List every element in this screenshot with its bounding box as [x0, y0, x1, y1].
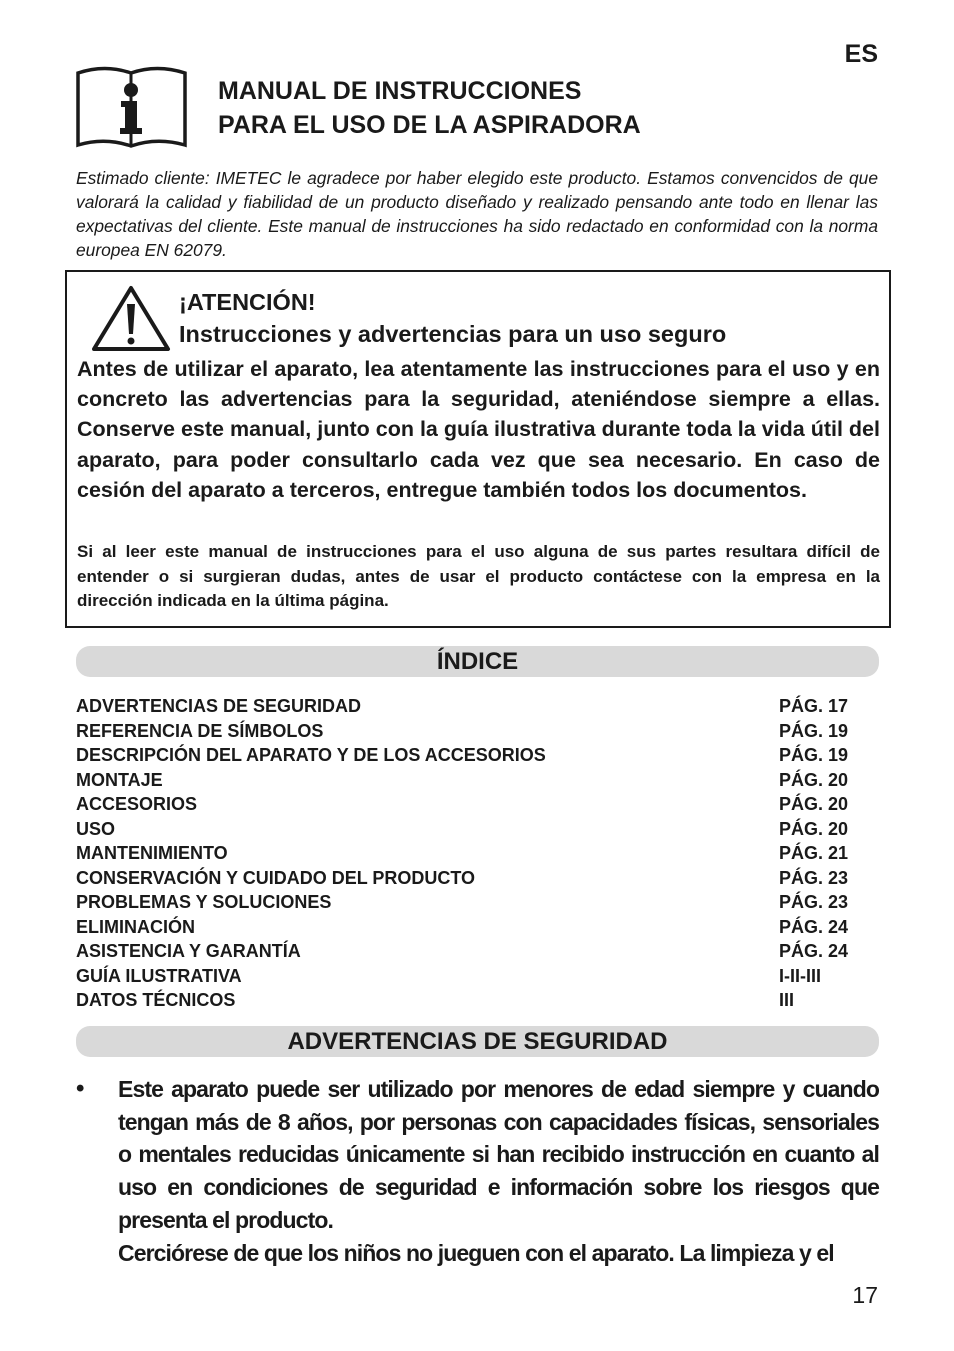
warning-body: Antes de utilizar el aparato, lea atentamente las instrucciones para el uso y en concreto las advertencias para la seguridad, ateniéndose siempre a ellas. Conserve este manual, junto con la guía ilustrativa durante toda la vida útil del aparato, para poder consultarlo cada vez que sea necesario. En caso de cesión del aparato a terceros, entregue también todos los documentos.: [77, 357, 880, 502]
toc-page: PÁG. 17: [779, 696, 849, 716]
toc-label: DATOS TÉCNICOS: [76, 990, 236, 1010]
toc-label: PROBLEMAS Y SOLUCIONES: [76, 892, 332, 912]
toc-item[interactable]: [76, 890, 856, 915]
toc-page: PÁG. 23: [779, 892, 849, 912]
toc-label: ADVERTENCIAS DE SEGURIDAD: [76, 696, 362, 716]
toc-page: PÁG. 19: [779, 745, 849, 765]
warning-heading-2: Instrucciones y advertencias para un uso seguro: [179, 321, 727, 347]
language-code: ES: [844, 40, 878, 68]
bullet-marker: •: [76, 1075, 85, 1102]
toc-label: ACCESORIOS: [76, 794, 198, 814]
toc-label: CONSERVACIÓN Y CUIDADO DEL PRODUCTO: [76, 867, 476, 888]
page-number: 17: [852, 1282, 878, 1308]
toc-item[interactable]: [76, 792, 856, 817]
toc-item[interactable]: [76, 817, 856, 842]
toc-item[interactable]: [76, 719, 856, 744]
toc-item[interactable]: [76, 743, 856, 768]
toc-item[interactable]: [76, 915, 856, 940]
toc-page: I-II-III: [779, 965, 821, 986]
toc-item[interactable]: [76, 768, 856, 793]
toc-item[interactable]: [76, 841, 856, 866]
safety-paragraph-2: Cerciórese de que los niños no jueguen con el aparato. La limpieza y el: [118, 1239, 834, 1266]
table-of-contents: [76, 694, 856, 1013]
toc-page: PÁG. 20: [779, 794, 849, 814]
toc-item[interactable]: [76, 694, 856, 719]
toc-page: PÁG. 23: [779, 867, 849, 888]
toc-label: USO: [76, 818, 116, 839]
toc-page: III: [779, 990, 795, 1010]
warning-note: Si al leer este manual de instrucciones para el uso alguna de sus partes resultara difícil de entender o si surgieran dudas, antes de usar el producto contáctese con la empresa en la dirección indicada en la última página.: [77, 542, 880, 610]
warning-triangle-icon: [91, 284, 171, 352]
safety-paragraph-1: Este aparato puede ser utilizado por menores de edad siempre y cuando tengan más de 8 años, por personas con capacidades físicas, sensoriales o mentales reducidas únicamente si han recibido instrucción en cuanto al uso en condiciones de seguridad e información sobre los riesgos que presenta el producto.: [118, 1076, 879, 1233]
warning-heading-1: ¡ATENCIÓN!: [179, 289, 316, 315]
toc-label: MONTAJE: [76, 769, 163, 790]
warning-box: [65, 270, 891, 628]
warning-heading: [179, 286, 726, 350]
toc-label: REFERENCIA DE SÍMBOLOS: [76, 720, 324, 741]
toc-item[interactable]: [76, 939, 856, 964]
title-line-1: MANUAL DE INSTRUCCIONES: [218, 77, 582, 105]
manual-info-icon: [75, 63, 188, 149]
safety-heading: ADVERTENCIAS DE SEGURIDAD: [76, 1026, 879, 1057]
bullet-text: [118, 1073, 879, 1269]
safety-bullet-item: [76, 1073, 879, 1269]
toc-label: ELIMINACIÓN: [76, 916, 195, 937]
toc-label: ASISTENCIA Y GARANTÍA: [76, 941, 301, 961]
toc-label: MANTENIMIENTO: [76, 843, 228, 863]
toc-page: PÁG. 24: [779, 941, 849, 961]
toc-label: GUÍA ILUSTRATIVA: [76, 965, 242, 986]
toc-page: PÁG. 21: [779, 843, 849, 863]
index-heading: ÍNDICE: [76, 646, 879, 677]
toc-page: PÁG. 20: [779, 769, 849, 790]
toc-page: PÁG. 24: [779, 916, 849, 937]
toc-label: DESCRIPCIÓN DEL APARATO Y DE LOS ACCESORIOS: [76, 745, 546, 765]
toc-page: PÁG. 19: [779, 720, 849, 741]
intro-paragraph: Estimado cliente: IMETEC le agradece por haber elegido este producto. Estamos convencidos de que valorará la calidad y fiabilidad de un producto diseñado y realizado pensando ante todo en llenar las expectativas del cliente. Este manual de instrucciones ha sido redactado en conformidad con la norma europea EN 62079.: [76, 168, 878, 260]
title-line-2: PARA EL USO DE LA ASPIRADORA: [218, 111, 641, 139]
toc-page: PÁG. 20: [779, 818, 849, 839]
toc-item[interactable]: [76, 964, 856, 989]
toc-item[interactable]: [76, 988, 856, 1013]
document-title: [218, 74, 641, 142]
toc-item[interactable]: [76, 866, 856, 891]
